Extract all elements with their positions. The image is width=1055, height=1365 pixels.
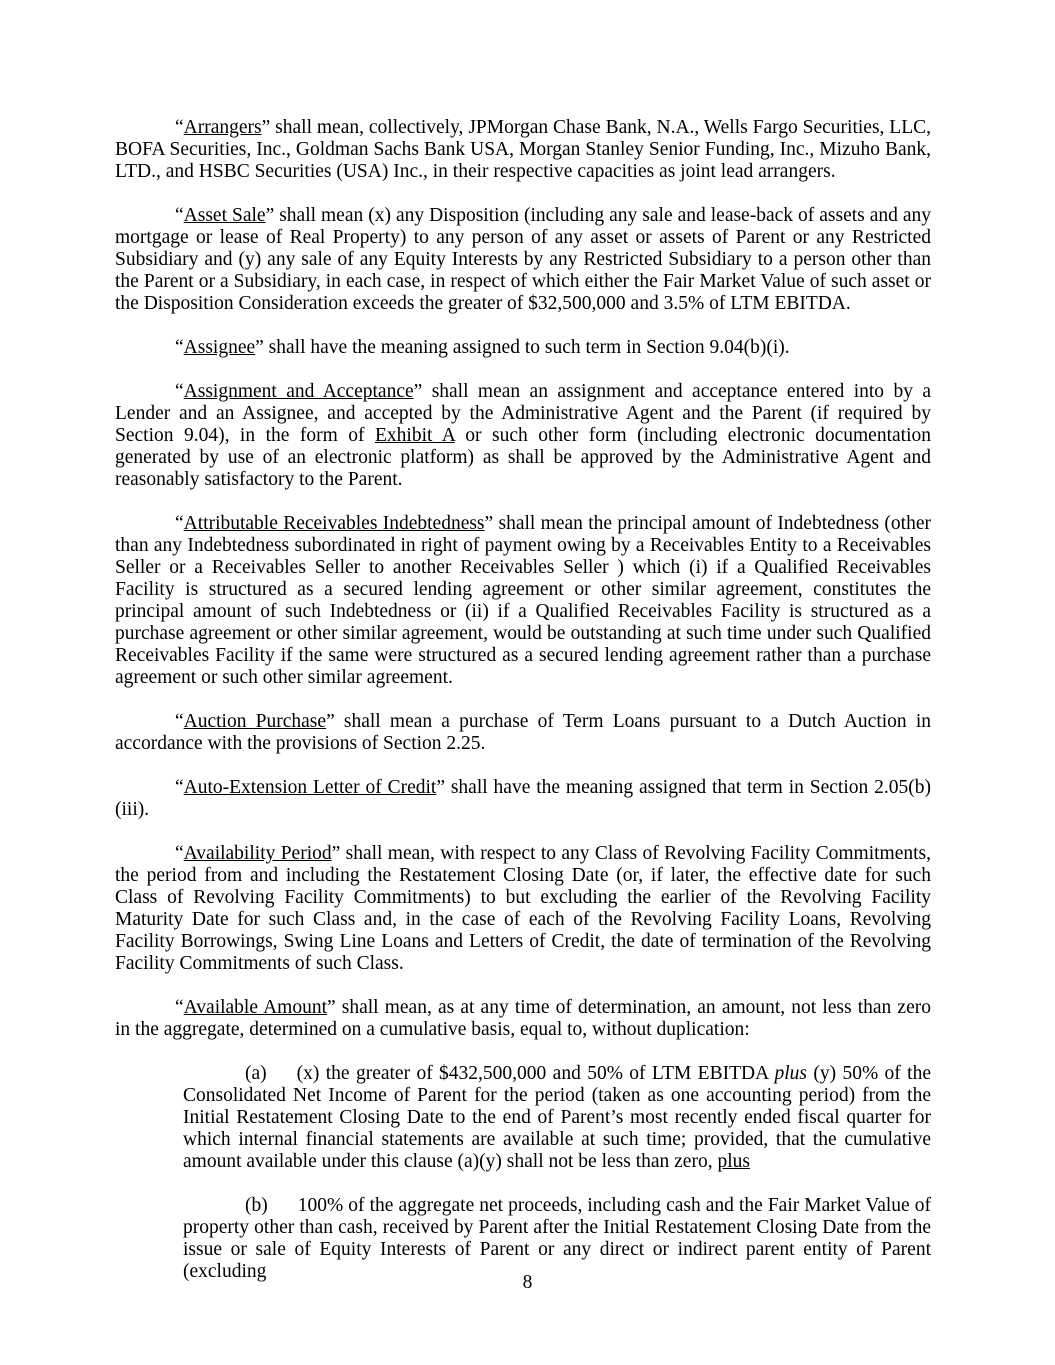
definition-availability-period: “Availability Period” shall mean, with respect to any Class of Revolving Facility Commitments, the period from and including the Restatement Closing Date (or, if later, the effective date for such Class of Revolving Facility Commitments) to but excluding the earlier of the Revolving Facility Maturity Date for such Class and, in the case of each of the Revolving Facility Loans, Revolving Facility Borrowings, Swing Line Loans and Letters of Credit, the date of termination of the Revolving Facility Commitments of such Class. <box>115 843 931 974</box>
available-amount-clause-b: (b) 100% of the aggregate net proceeds, including cash and the Fair Market Value of property other than cash, received by Parent after the Initial Restatement Closing Date from the issue or sale of Equity Interests of Parent or any direct or indirect parent entity of Parent (excluding <box>183 1195 931 1282</box>
definition-auction-purchase: “Auction Purchase” shall mean a purchase of Term Loans pursuant to a Dutch Auction in accordance with the provisions of Section 2.25. <box>115 711 932 754</box>
document-body <box>115 117 931 1305</box>
definition-assignee: “Assignee” shall have the meaning assigned to such term in Section 9.04(b)(i). <box>175 337 790 358</box>
definition-assignment-and-acceptance: “Assignment and Acceptance” shall mean an assignment and acceptance entered into by a Lender and an Assignee, and accepted by the Administrative Agent and the Parent (if required by Section 9.04), in the form of Exhibit A or such other form (including electronic documentation generated by use of an electronic platform) as shall be approved by the Administrative Agent and reasonably satisfactory to the Parent. <box>115 381 931 490</box>
definition-attributable-receivables-indebtedness: “Attributable Receivables Indebtedness” shall mean the principal amount of Indebtedness (other than any Indebtedness subordinated in right of payment owing by a Receivables Entity to a Receivables Seller or a Receivables Seller to another Receivables Seller ) which (i) if a Qualified Receivables Facility is structured as a secured lending agreement or other similar agreement, constitutes the principal amount of such Indebtedness or (ii) if a Qualified Receivables Facility is structured as a purchase agreement or other similar agreement, would be outstanding at such time under such Qualified Receivables Facility if the same were structured as a secured lending agreement rather than a purchase agreement or such other similar agreement. <box>115 513 931 688</box>
definition-arrangers: “Arrangers” shall mean, collectively, JPMorgan Chase Bank, N.A., Wells Fargo Securities, LLC, BOFA Securities, Inc., Goldman Sachs Bank USA, Morgan Stanley Senior Funding, Inc., Mizuho Bank, LTD., and HSBC Securities (USA) Inc., in their respective capacities as joint lead arrangers. <box>115 117 931 182</box>
page-number: 8 <box>522 1272 533 1293</box>
definition-available-amount: “Available Amount” shall mean, as at any time of determination, an amount, not less than zero in the aggregate, determined on a cumulative basis, equal to, without duplication: <box>115 997 931 1040</box>
available-amount-clause-a: (a) (x) the greater of $432,500,000 and 50% of LTM EBITDA plus (y) 50% of the Consolidated Net Income of Parent for the period (taken as one accounting period) from the Initial Restatement Closing Date to the end of Parent’s most recently ended fiscal quarter for which internal financial statements are available at such time; provided, that the cumulative amount available under this clause (a)(y) shall not be less than zero, plus <box>183 1063 931 1172</box>
definition-auto-extension-letter-of-credit: “Auto-Extension Letter of Credit” shall have the meaning assigned that term in Section 2.05(b)(iii). <box>115 777 931 820</box>
definition-asset-sale: “Asset Sale” shall mean (x) any Disposition (including any sale and lease-back of assets and any mortgage or lease of Real Property) to any person of any asset or assets of Parent or any Restricted Subsidiary and (y) any sale of any Equity Interests by any Restricted Subsidiary to a person other than the Parent or a Subsidiary, in each case, in respect of which either the Fair Market Value of such asset or the Disposition Consideration exceeds the greater of $32,500,000 and 3.5% of LTM EBITDA. <box>115 205 932 314</box>
